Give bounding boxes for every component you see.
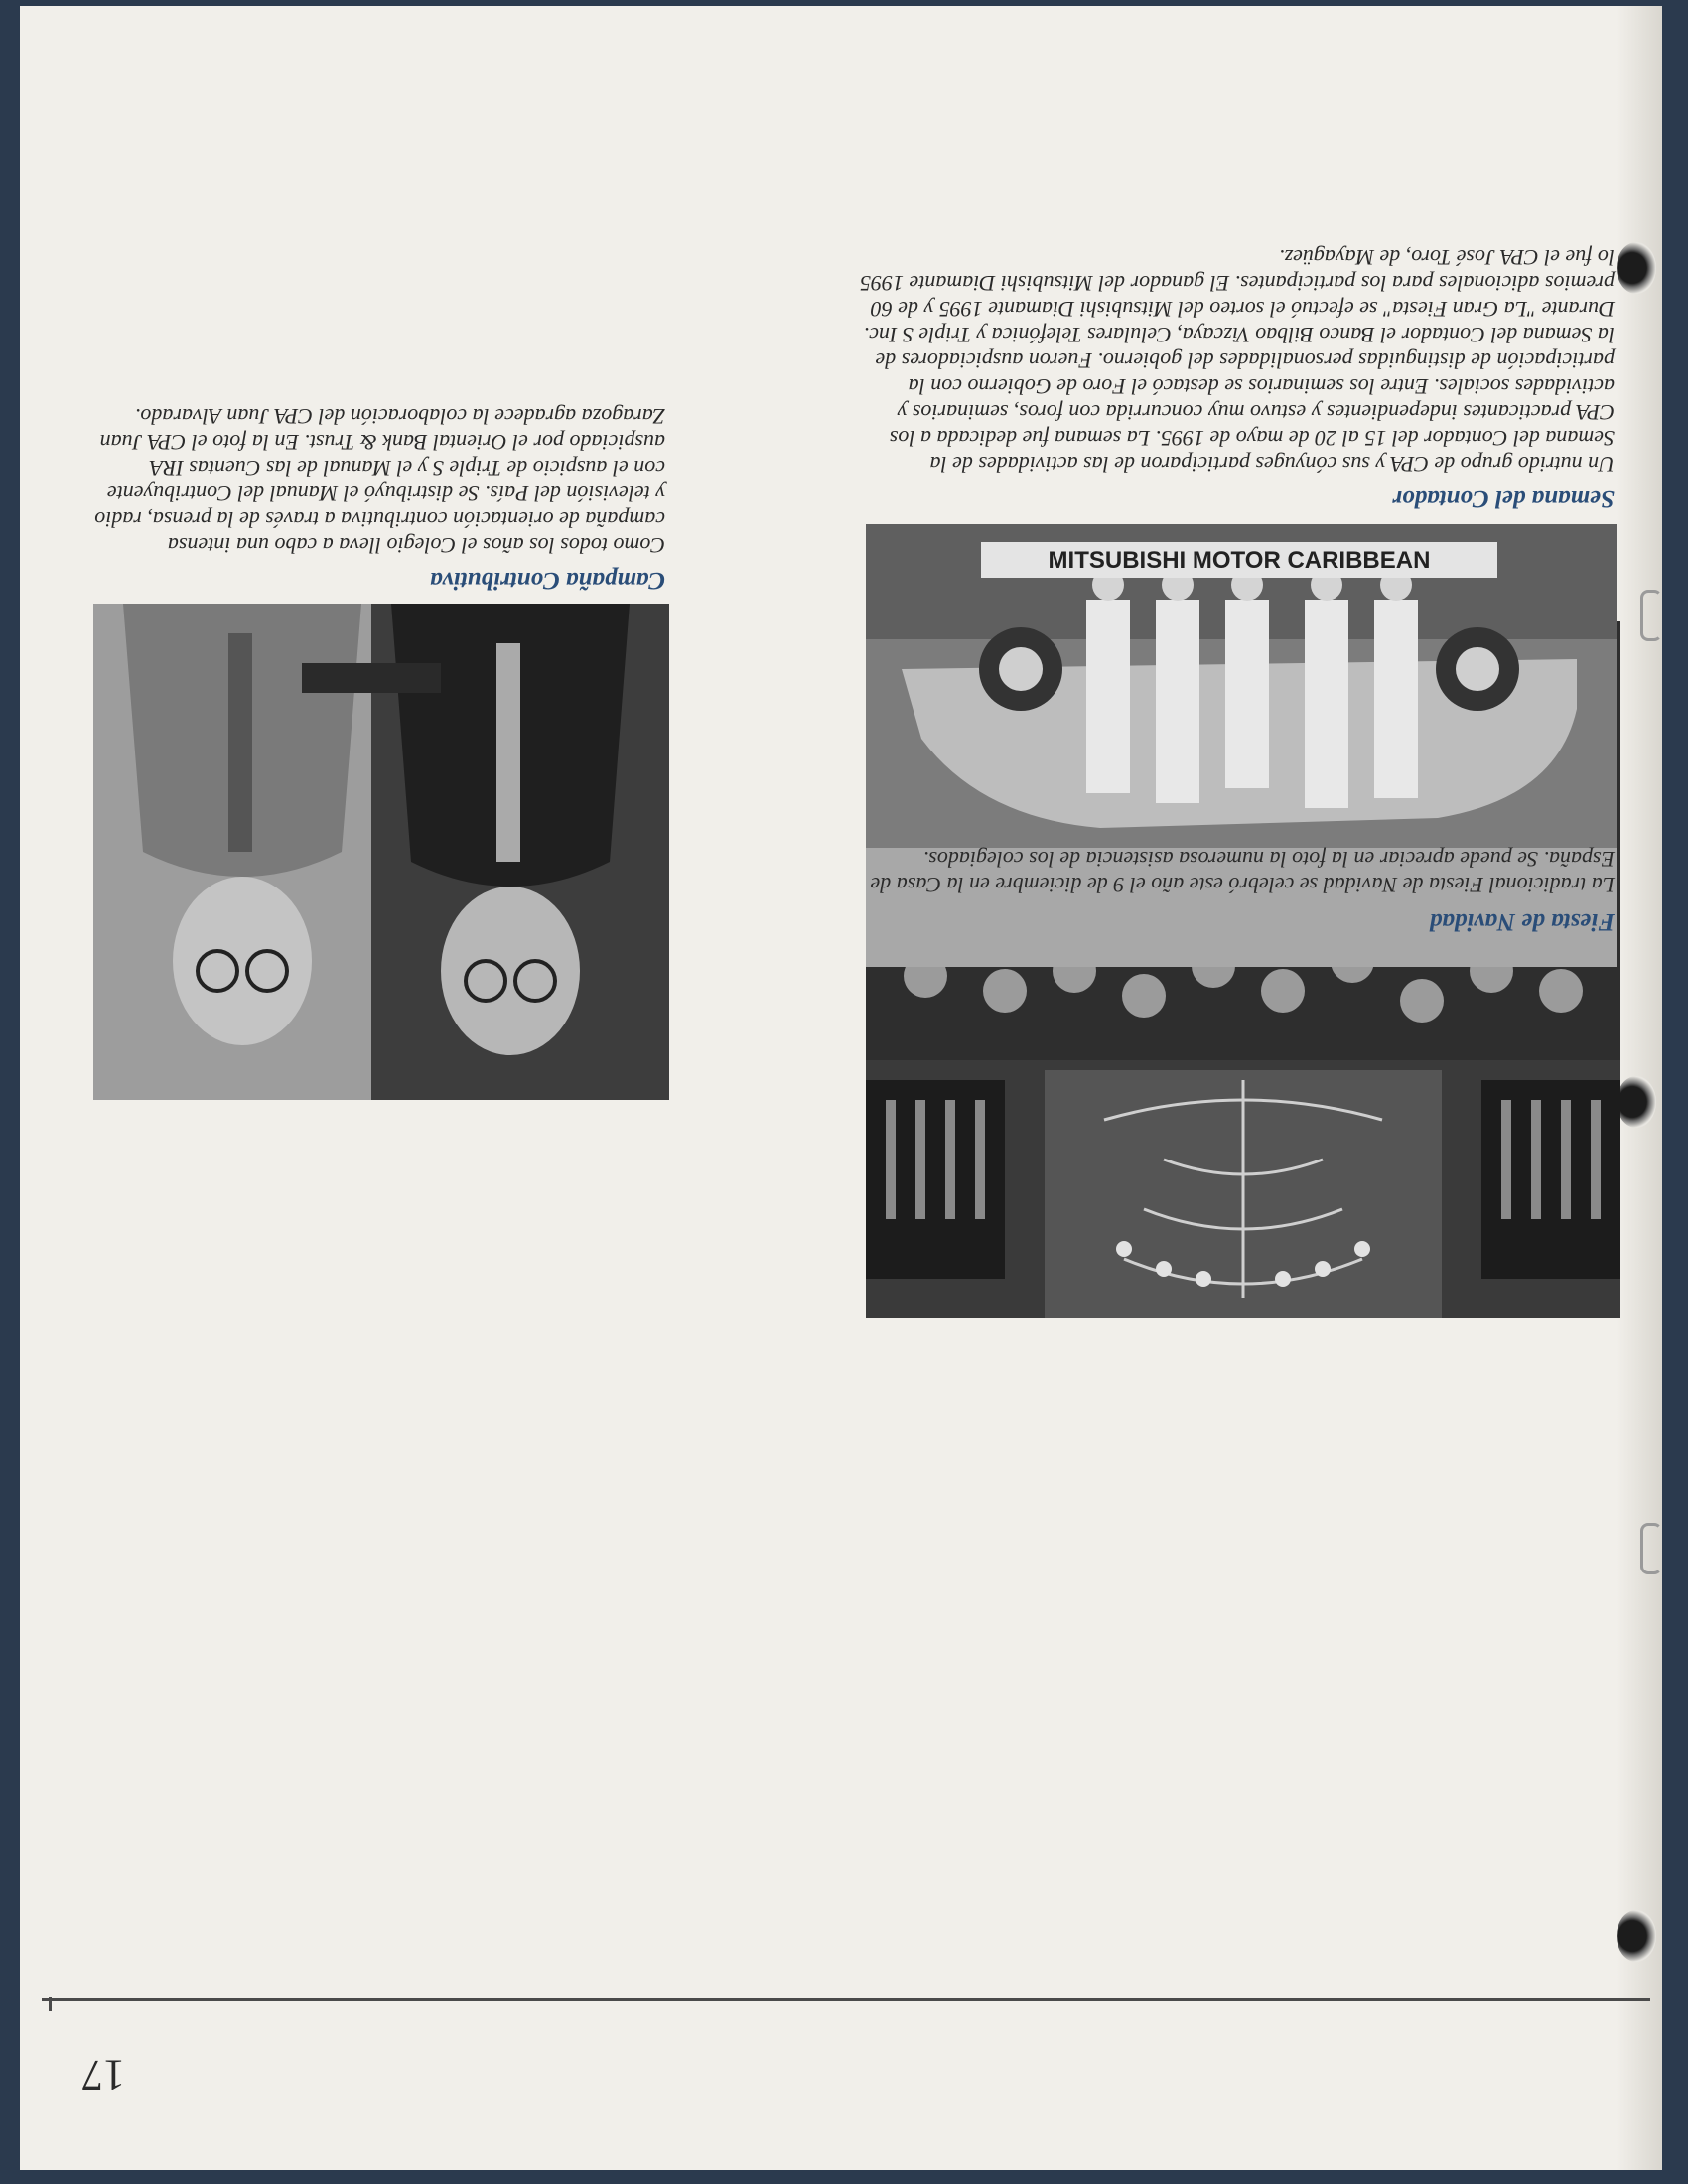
photo-sign-text: MITSUBISHI MOTOR CARIBBEAN [1048,547,1431,574]
section-text-campana-contributiva: Como todos los años el Colegio lleva a cabo una intensa campaña de orientación contributiva a través de la prensa, radio y televisión del País. Se distribuyó el Manual del Contribuyente con el auspicio de Triple S y el Manual de las Cuentas IRA auspiciado por el Oriental Bank & Trust. En la foto el CPA Juan Zaragoza agradece la colaboración del CPA Juan Alvarado. [94,404,665,558]
photo-semana-del-contador [866,524,1617,967]
section-title-campana-contributiva: Campaña Contributiva [430,567,665,594]
binder-hole-icon [1617,1076,1656,1128]
section-text-fiesta-de-navidad: La tradicional Fiesta de Navidad se celebró este año el 9 de diciembre en la Casa de España. Se puede apreciar en la foto la numerosa asistencia de los colegiados. [870,847,1615,897]
binder-hole-icon [1617,1910,1656,1962]
footer-rule-tick [49,1997,52,2011]
section-text-semana-del-contador: Un nutrido grupo de CPA y sus cónyuges participaron de las actividades de la Semana del Contador del 15 al 20 de mayo de 1995. La semana fue dedicada a los CPA practicantes independientes y estuvo muy concurrida con foros, seminarios y actividades sociales. Entre los seminarios se destacó el Foro de Gobierno con la participación de distinguidas personalidades del gobierno. Fueron auspiciadores de la Semana del Contador el Banco Bilbao Vizcaya, Celulares Telefónica y Triple S Inc. Durante "La Gran Fiesta" se efectuó el sorteo del Mitsubishi Diamante 1995 y de 60 premios adicionales para los participantes. El ganador del Mitsubishi Diamante 1995 lo fue el CPA José Toro, de Mayagüez. [860,245,1615,477]
binder-hole-icon [1617,242,1656,294]
photo-semana-del-contador-image [866,524,1617,967]
document-page [20,6,1662,2170]
photo-campana-contributiva [93,604,669,1100]
section-title-fiesta-de-navidad: Fiesta de Navidad [1429,908,1615,935]
photo-campana-contributiva-image [93,604,669,1100]
section-title-semana-del-contador: Semana del Contador [1392,485,1615,512]
page-number: 17 [81,2051,125,2100]
binder-ring-icon [1640,1523,1662,1574]
footer-rule [42,1998,1650,2001]
binder-ring-icon [1640,590,1662,641]
